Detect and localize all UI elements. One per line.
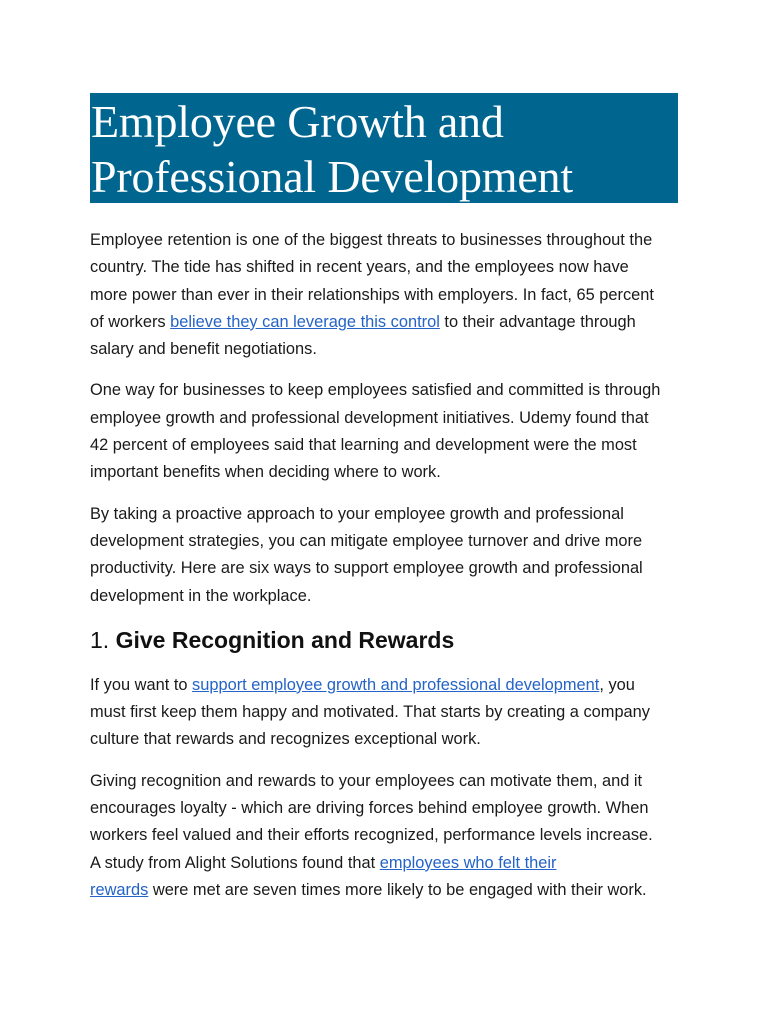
paragraph-rewards: Giving recognition and rewards to your employees can motivate them, and it encourages loyalty - which are driving forces behind employee growth. When workers feel valued and their efforts recognized, performance levels increase. A study from Alight Solutions found that employees who felt their rewards were met are seven times more likely to be engaged with their work. xyxy=(90,771,653,899)
section-number: 1. xyxy=(90,626,116,653)
document-title xyxy=(90,93,678,203)
link-employees-rewards[interactable]: employees who felt their xyxy=(379,853,557,872)
link-support-growth[interactable]: support employee growth and professional development xyxy=(192,675,600,694)
title-line-1: Employee Growth and xyxy=(91,96,504,147)
document-page xyxy=(90,93,678,904)
link-leverage-control[interactable]: believe they can leverage this control xyxy=(170,312,440,331)
paragraph-support: If you want to support employee growth and professional development, you must first keep them happy and motivated. That starts by creating a company culture that rewards and recognizes exceptional work. xyxy=(90,675,650,749)
paragraph-proactive: By taking a proactive approach to your employee growth and professional development strategies, you can mitigate employee turnover and drive more productivity. Here are six ways to support employee growth and professional development in the workplace. xyxy=(90,504,643,605)
section-heading-text: Give Recognition and Rewards xyxy=(115,626,455,653)
paragraph-initiatives: One way for businesses to keep employees satisfied and committed is through employee growth and professional development initiatives. Udemy found that 42 percent of employees said that learning and development were the most important benefits when deciding where to work. xyxy=(90,381,661,482)
link-employees-rewards-cont[interactable]: rewards xyxy=(90,880,149,899)
paragraph-intro: Employee retention is one of the biggest threats to businesses throughout the country. The tide has shifted in recent years, and the employees now have more power than ever in their relationships with employers. In fact, 65 percent of workers believe they can leverage this control to their advantage through salary and benefit negotiations. xyxy=(90,231,654,359)
title-line-2: Professional Development xyxy=(91,151,573,202)
section-heading-recognition xyxy=(90,622,678,658)
